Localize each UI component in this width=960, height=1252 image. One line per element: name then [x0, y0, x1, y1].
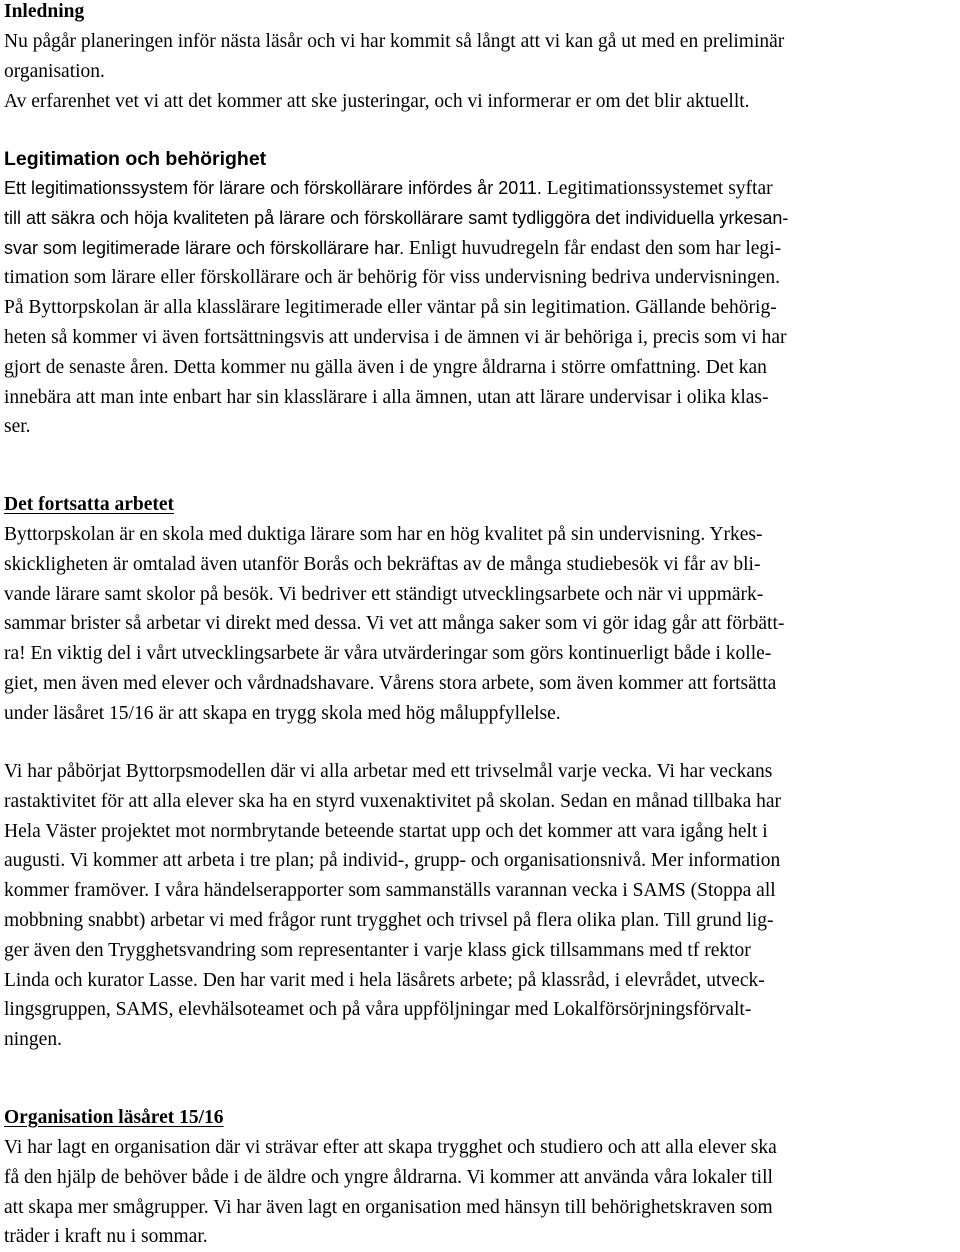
heading-inledning: Inledning — [4, 1, 85, 22]
paragraph-inledning — [4, 27, 784, 116]
text-line: kommer framöver. I våra händelserapporter som sammanställs varannan vecka i SAMS (Stoppa all — [4, 880, 776, 902]
text-line: ser. — [4, 416, 31, 438]
text-line: vande lärare samt skolor på besök. Vi bedriver ett ständigt utvecklingsarbete och när vi uppmärk- — [4, 583, 764, 605]
text-line: till att säkra och höja kvaliteten på lärare och förskollärare samt tydliggöra det individuella yrkesan- — [4, 207, 789, 228]
section-inledning — [4, 0, 784, 116]
text-line: lingsgruppen, SAMS, elevhälsoteamet och på våra uppföljningar med Lokalförsörjningsförvalt- — [4, 999, 752, 1021]
section-legitimation — [4, 144, 788, 442]
heading-fortsatta-arbetet: Det fortsatta arbetet — [4, 494, 174, 515]
text-line: Vi har lagt en organisation där vi strävar efter att skapa trygghet och studiero och att alla elever ska — [4, 1137, 777, 1158]
text-line: augusti. Vi kommer att arbeta i tre plan; på individ-, grupp- och organisationsnivå. Mer information — [4, 850, 781, 872]
text-line: Byttorpskolan är en skola med duktiga lärare som har en hög kvalitet på sin undervisning. Yrkes- — [4, 524, 763, 545]
text-line: rastaktivitet för att alla elever ska ha en styrd vuxenaktivitet på skolan. Sedan en månad tillbaka har — [4, 790, 782, 812]
text-run: svar som legitimerade lärare och förskollärare har. — [4, 237, 405, 258]
text-line: skickligheten är omtalad även utanför Borås och bekräftas av de många studiebesök vi får av bli- — [4, 553, 761, 575]
section-trygghet — [4, 757, 781, 1055]
text-run: Legitimationssystemet syftar — [541, 178, 773, 199]
text-line: mobbning snabbt) arbetar vi med frågor runt trygghet och trivsel på flera olika plan. Till grund lig- — [4, 909, 774, 931]
text-line: gjort de senaste åren. Detta kommer nu gälla även i de yngre åldrarna i större omfattning. Det kan — [4, 356, 767, 378]
paragraph-legitimation — [4, 174, 788, 442]
text-line: träder i kraft nu i sommar. — [4, 1226, 208, 1248]
text-line: under läsåret 15/16 är att skapa en trygg skola med hög måluppfyllelse. — [4, 702, 561, 724]
text-line: ger även den Trygghetsvandring som representanter i varje klass gick tillsammans med tf rektor — [4, 939, 751, 961]
text-line: Linda och kurator Lasse. Den har varit med i hela läsårets arbete; på klassråd, i elevrådet, utveck- — [4, 969, 765, 991]
text-line: organisation. — [4, 60, 105, 82]
heading-organisation: Organisation läsåret 15/16 — [4, 1107, 224, 1128]
text-line: innebära att man inte enbart har sin klasslärare i alla ämnen, utan att lärare undervisar i olika klas- — [4, 386, 769, 408]
text-line: timation som lärare eller förskollärare och är behörig för viss undervisning bedriva undervisningen. — [4, 267, 780, 289]
section-organisation — [4, 1103, 777, 1252]
text-line: få den hjälp de behöver både i de äldre och yngre åldrarna. Vi kommer att använda våra lokaler till — [4, 1166, 773, 1188]
text-line: Av erfarenhet vet vi att det kommer att ske justeringar, och vi informerar er om det blir aktuellt. — [4, 90, 750, 112]
paragraph-trygghet — [4, 757, 781, 1055]
text-line: att skapa mer smågrupper. Vi har även lagt en organisation med hänsyn till behörighetskraven som — [4, 1196, 773, 1218]
text-line: sammar brister så arbetar vi direkt med dessa. Vi vet att många saker som vi gör idag går att förbätt- — [4, 613, 785, 635]
text-line: På Byttorpskolan är alla klasslärare legitimerade eller väntar på sin legitimation. Gällande behörig- — [4, 297, 777, 319]
text-line: heten så kommer vi även fortsättningsvis att undervisa i de ämnen vi är behöriga i, precis som vi har — [4, 326, 787, 348]
heading-legitimation: Legitimation och behörighet — [4, 148, 267, 170]
text-line: ningen. — [4, 1029, 62, 1051]
text-line: giet, men även med elever och vårdnadshavare. Vårens stora arbete, som även kommer att fortsätta — [4, 672, 777, 694]
text-line: Vi har påbörjat Byttorpsmodellen där vi alla arbetar med ett trivselmål varje vecka. Vi har veckans — [4, 761, 773, 782]
text-line: ra! En viktig del i vårt utvecklingsarbete är våra utvärderingar som görs kontinuerligt både i kolle- — [4, 643, 772, 665]
text-line: Hela Väster projektet mot normbrytande beteende startat upp och det kommer att vara igång helt i — [4, 820, 768, 842]
text-line — [4, 174, 788, 204]
paragraph-organisation — [4, 1133, 777, 1252]
text-run: Enligt huvudregeln får endast den som har legi- — [404, 237, 782, 259]
text-run: Ett legitimationssystem för lärare och förskollärare infördes år 2011. — [4, 178, 542, 198]
section-fortsatta-arbetet — [4, 490, 784, 729]
paragraph-fortsatta-arbetet — [4, 520, 784, 729]
text-line — [4, 234, 788, 264]
text-line: Nu pågår planeringen inför nästa läsår och vi har kommit så långt att vi kan gå ut med en preliminär — [4, 31, 785, 52]
